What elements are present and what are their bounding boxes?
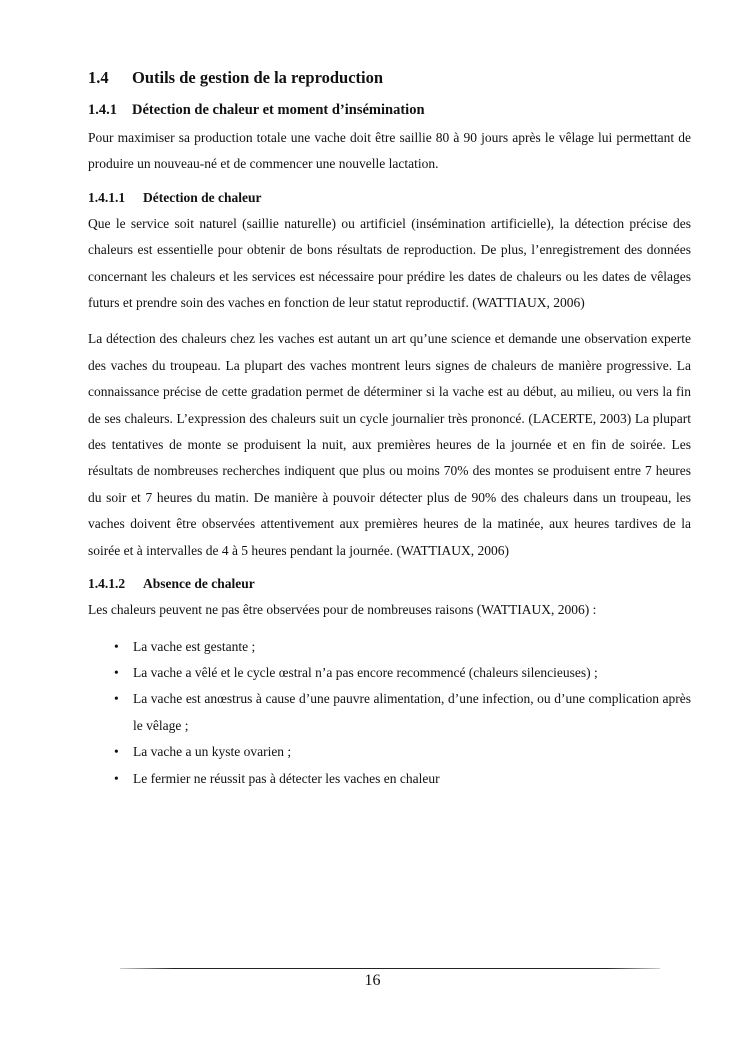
sub-2-heading xyxy=(88,574,691,594)
section-number: 1.4 xyxy=(88,68,109,87)
section-heading xyxy=(88,66,691,90)
sub-2-title: Absence de chaleur xyxy=(143,576,255,592)
document-page xyxy=(88,66,691,792)
subsection-intro: Pour maximiser sa production totale une vache doit être saillie 80 à 90 jours après le vêlage lui permettant de produire un nouveau-né et de commencer une nouvelle lactation. xyxy=(88,130,691,172)
reasons-list xyxy=(88,634,691,792)
sub-2-number: 1.4.1.2 xyxy=(88,576,126,592)
bullet-icon: • xyxy=(114,744,119,760)
footer-divider xyxy=(120,968,660,969)
list-item-text: La vache a vêlé et le cycle œstral n’a pas encore recommencé (chaleurs silencieuses) ; xyxy=(133,664,598,680)
list-item-text: Le fermier ne réussit pas à détecter les vaches en chaleur xyxy=(133,770,440,786)
bullet-icon: • xyxy=(114,664,119,680)
bullet-icon: • xyxy=(114,638,119,654)
list-item-text: La vache est anœstrus à cause d’une pauvre alimentation, d’une infection, ou d’une complication après le vêlage ; xyxy=(133,691,691,733)
bullet-icon: • xyxy=(114,770,119,786)
list-item xyxy=(88,686,691,739)
list-item-text: La vache a un kyste ovarien ; xyxy=(133,744,292,760)
list-item xyxy=(88,766,691,792)
subsection-title: Détection de chaleur et moment d’insémination xyxy=(132,102,425,118)
list-item xyxy=(88,739,691,765)
sub-1-paragraph: La détection des chaleurs chez les vaches est autant un art qu’une science et demande une observation experte des vaches du troupeau. La plupart des vaches montrent leurs signes de chaleurs de manière progressive. La connaissance précise de cette gradation permet de déterminer si la vache est au début, au milieu, ou vers la fin de ses chaleurs. L’expression des chaleurs suit un cycle journalier très prononcé. (LACERTE, 2003) La plupart des tentatives de monte se produisent la nuit, aux premières heures de la journée et en fin de soirée. Les résultats de nombreuses recherches indiquent que plus ou moins 70% des montes se produisent entre 7 heures du soir et 7 heures du matin. De manière à pouvoir détecter plus de 90% des chaleurs dans un troupeau, les vaches doivent être observées attentivement aux premières heures de la matinée, aux heures tardives de la soirée et à intervalles de 4 à 5 heures pendant la journée. (WATTIAUX, 2006) xyxy=(88,331,691,558)
subsection-number: 1.4.1 xyxy=(88,102,117,118)
sub-1-heading xyxy=(88,188,691,208)
sub-1-paragraph: Que le service soit naturel (saillie naturelle) ou artificiel (insémination artificielle), la détection précise des chaleurs est essentielle pour obtenir de bons résultats de reproduction. De plus, l’enregistrement des données concernant les chaleurs et les services est nécessaire pour prédire les dates de chaleurs ou les dates de vêlages futurs et prendre soin des vaches en fonction de leur statut reproductif. (WATTIAUX, 2006) xyxy=(88,215,691,311)
subsection-heading xyxy=(88,99,691,121)
list-item-text: La vache est gestante ; xyxy=(133,638,256,654)
sub-2-intro: Les chaleurs peuvent ne pas être observées pour de nombreuses raisons (WATTIAUX, 2006) : xyxy=(88,602,597,618)
bullet-icon: • xyxy=(114,691,119,707)
list-item xyxy=(88,634,691,660)
sub-1-title: Détection de chaleur xyxy=(143,189,262,205)
sub-1-number: 1.4.1.1 xyxy=(88,189,126,205)
section-title: Outils de gestion de la reproduction xyxy=(132,68,384,87)
page-number: 16 xyxy=(364,972,381,989)
list-item xyxy=(88,660,691,686)
